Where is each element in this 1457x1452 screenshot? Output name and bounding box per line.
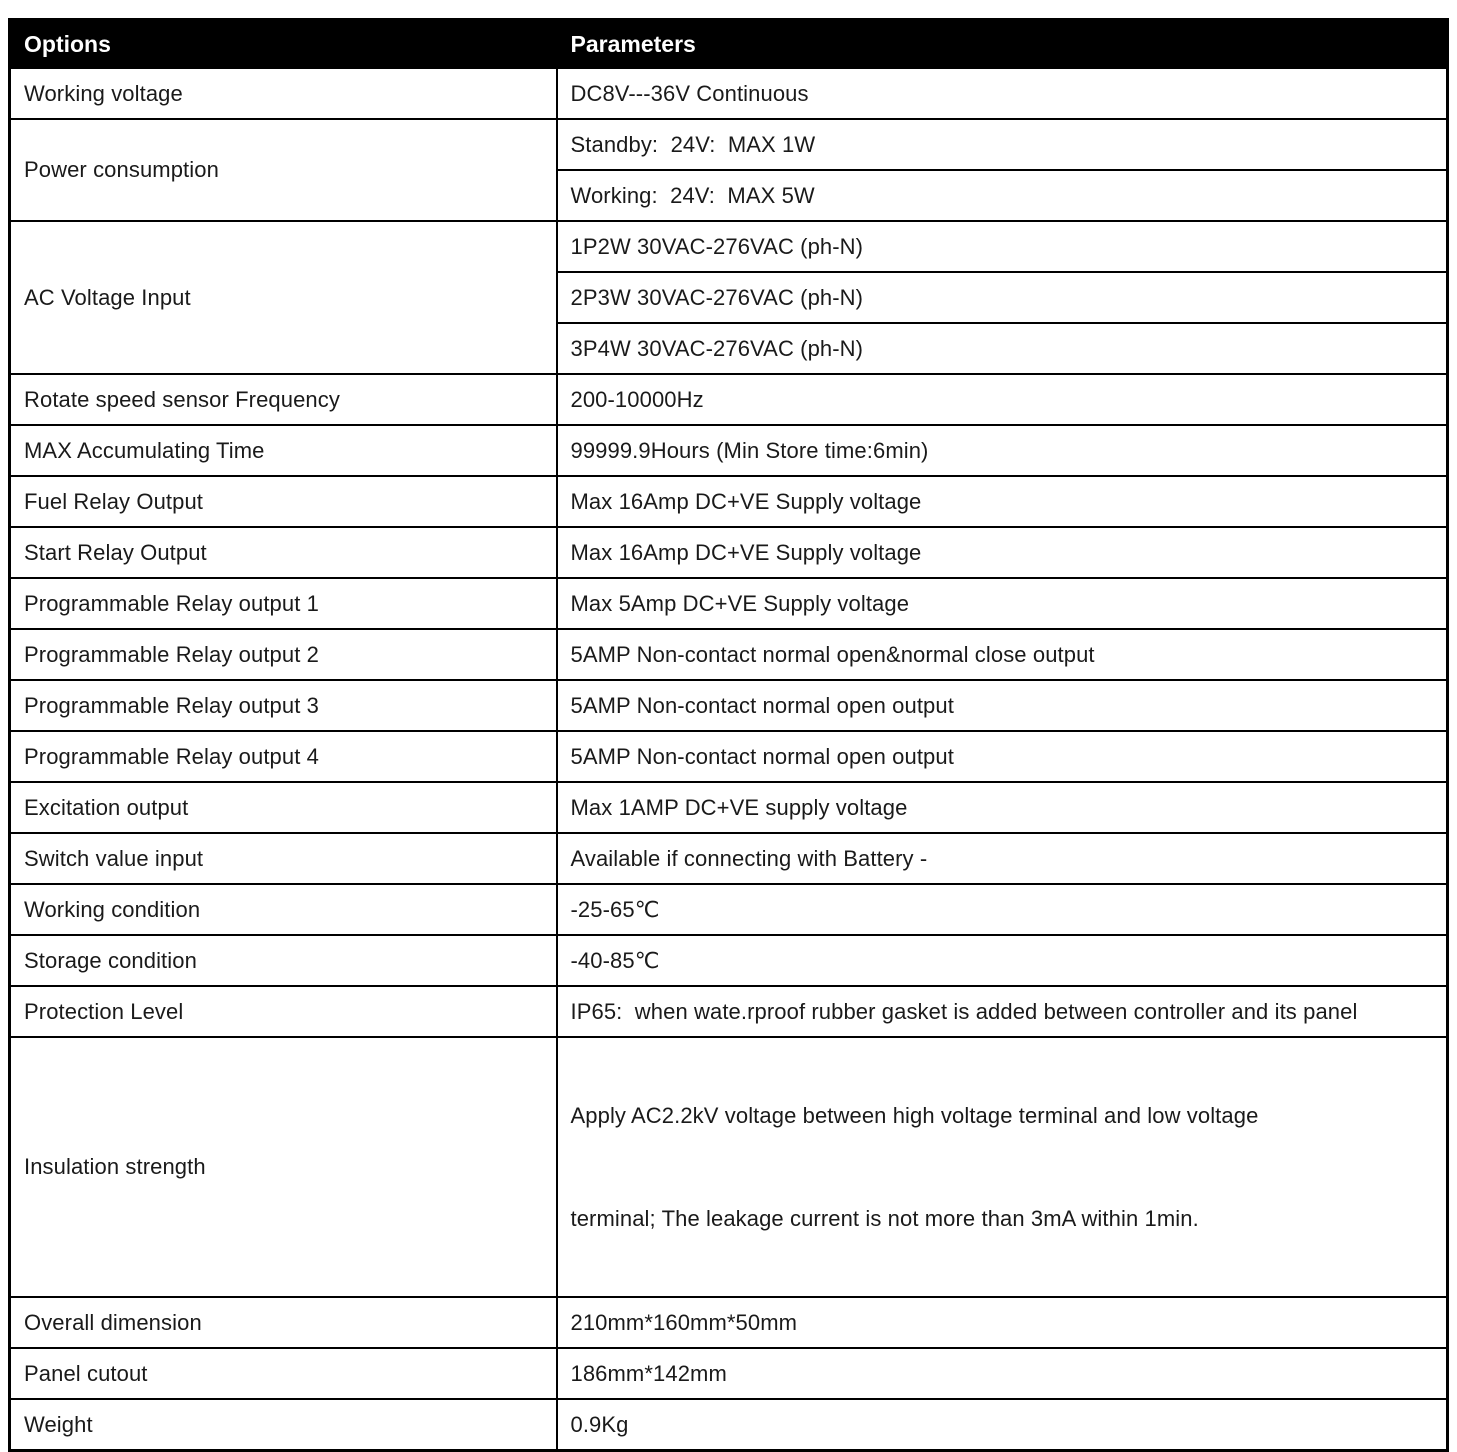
option-cell: Rotate speed sensor Frequency xyxy=(10,374,557,425)
header-row xyxy=(10,20,1448,69)
param-line: terminal; The leakage current is not more than 3mA within 1min. xyxy=(570,1206,1199,1231)
param-cell: 5AMP Non-contact normal open output xyxy=(557,680,1448,731)
param-cell: 99999.9Hours (Min Store time:6min) xyxy=(557,425,1448,476)
option-cell: AC Voltage Input xyxy=(10,221,557,374)
spec-row xyxy=(10,1399,1448,1451)
option-cell: Working condition xyxy=(10,884,557,935)
param-cell: 0.9Kg xyxy=(557,1399,1448,1451)
param-cell: 2P3W 30VAC-276VAC (ph-N) xyxy=(557,272,1448,323)
spec-table xyxy=(8,18,1449,1452)
option-cell: Overall dimension xyxy=(10,1297,557,1348)
param-cell: Working: 24V: MAX 5W xyxy=(557,170,1448,221)
spec-row xyxy=(10,578,1448,629)
param-cell: 1P2W 30VAC-276VAC (ph-N) xyxy=(557,221,1448,272)
param-cell: DC8V---36V Continuous xyxy=(557,68,1448,119)
column-header-parameters: Parameters xyxy=(557,20,1448,69)
spec-row xyxy=(10,527,1448,578)
spec-row xyxy=(10,425,1448,476)
spec-row xyxy=(10,476,1448,527)
option-cell: Programmable Relay output 2 xyxy=(10,629,557,680)
column-header-options: Options xyxy=(10,20,557,69)
spec-row xyxy=(10,68,1448,119)
option-cell: Panel cutout xyxy=(10,1348,557,1399)
spec-row xyxy=(10,731,1448,782)
spec-row xyxy=(10,1297,1448,1348)
spec-row xyxy=(10,1037,1448,1297)
param-cell: 5AMP Non-contact normal open&normal close output xyxy=(557,629,1448,680)
option-cell: MAX Accumulating Time xyxy=(10,425,557,476)
param-cell: 200-10000Hz xyxy=(557,374,1448,425)
spec-row xyxy=(10,833,1448,884)
option-cell: Insulation strength xyxy=(10,1037,557,1297)
param-cell: 186mm*142mm xyxy=(557,1348,1448,1399)
option-cell: Switch value input xyxy=(10,833,557,884)
option-cell: Fuel Relay Output xyxy=(10,476,557,527)
param-cell: Max 1AMP DC+VE supply voltage xyxy=(557,782,1448,833)
param-cell: 210mm*160mm*50mm xyxy=(557,1297,1448,1348)
option-cell: Weight xyxy=(10,1399,557,1451)
option-cell: Storage condition xyxy=(10,935,557,986)
param-cell: Available if connecting with Battery - xyxy=(557,833,1448,884)
spec-row xyxy=(10,119,1448,170)
spec-row xyxy=(10,986,1448,1037)
spec-row xyxy=(10,884,1448,935)
option-cell: Working voltage xyxy=(10,68,557,119)
spec-row xyxy=(10,935,1448,986)
param-cell: 3P4W 30VAC-276VAC (ph-N) xyxy=(557,323,1448,374)
option-cell: Start Relay Output xyxy=(10,527,557,578)
param-cell: -40-85℃ xyxy=(557,935,1448,986)
spec-row xyxy=(10,1348,1448,1399)
spec-row xyxy=(10,782,1448,833)
option-cell: Programmable Relay output 1 xyxy=(10,578,557,629)
param-cell: Max 16Amp DC+VE Supply voltage xyxy=(557,527,1448,578)
param-cell: Max 5Amp DC+VE Supply voltage xyxy=(557,578,1448,629)
option-cell: Power consumption xyxy=(10,119,557,221)
param-cell: 5AMP Non-contact normal open output xyxy=(557,731,1448,782)
param-cell: IP65: when wate.rproof rubber gasket is added between controller and its panel xyxy=(557,986,1448,1037)
option-cell: Protection Level xyxy=(10,986,557,1037)
param-cell: Standby: 24V: MAX 1W xyxy=(557,119,1448,170)
param-cell xyxy=(557,1037,1448,1297)
option-cell: Excitation output xyxy=(10,782,557,833)
param-line: Apply AC2.2kV voltage between high voltage terminal and low voltage xyxy=(570,1103,1259,1128)
param-cell: -25-65℃ xyxy=(557,884,1448,935)
spec-row xyxy=(10,680,1448,731)
spec-row xyxy=(10,374,1448,425)
spec-row xyxy=(10,629,1448,680)
option-cell: Programmable Relay output 3 xyxy=(10,680,557,731)
option-cell: Programmable Relay output 4 xyxy=(10,731,557,782)
spec-row xyxy=(10,221,1448,272)
param-cell: Max 16Amp DC+VE Supply voltage xyxy=(557,476,1448,527)
